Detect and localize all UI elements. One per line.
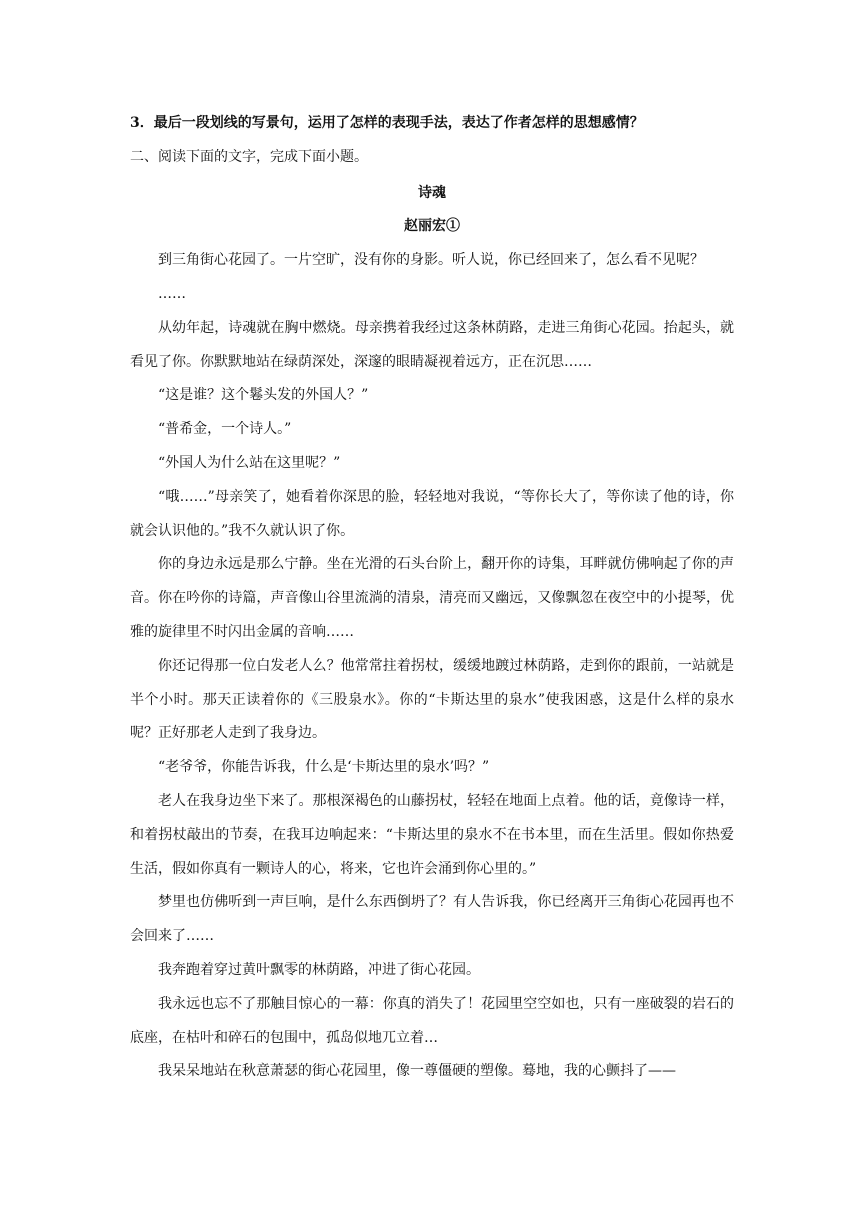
section-2-heading: 二、阅读下面的文字，完成下面小题。 — [130, 148, 368, 165]
paragraph: 到三角街心花园了。一片空旷，没有你的身影。听人说，你已经回来了，怎么看不见呢？ — [158, 252, 704, 269]
dialogue: “老爷爷，你能告诉我，什么是‘卡斯达里的泉水’吗？” — [158, 759, 490, 776]
paragraph: 你的身边永远是那么宁静。坐在光滑的石头台阶上，翻开你的诗集，耳畔就仿佛响起了你的声音。你在吟你的诗篇，声音像山谷里流淌的清泉，清亮而又幽远，又像飘忽在夜空中的小提琴，优雅的旋律里不时闪出金属的音响…… — [130, 556, 734, 640]
paragraph: 我永远也忘不了那触目惊心的一幕：你真的消失了！花园里空空如也，只有一座破裂的岩石的底座，在枯叶和碎石的包围中，孤岛似地兀立着… — [130, 995, 734, 1046]
paragraph: 老人在我身边坐下来了。那根深褐色的山藤拐杖，轻轻在地面上点着。他的话，竟像诗一样，和着拐杖敲出的节奏，在我耳边响起来：“卡斯达里的泉水不在书本里，而在生活里。假如你热爱生活，假如你真有一颗诗人的心，将来，它也许会涌到你心里的。” — [130, 792, 734, 877]
paragraph: “哦……”母亲笑了，她看着你深思的脸，轻轻地对我说，“等你长大了，等你读了他的诗，你就会认识他的。”我不久就认识了你。 — [130, 488, 734, 539]
dialogue: “这是谁？这个鬈头发的外国人？” — [158, 387, 369, 404]
document-content — [130, 107, 734, 1089]
dialogue: “外国人为什么站在这里呢？” — [158, 454, 341, 471]
ellipsis: …… — [158, 285, 186, 302]
paragraph: 我呆呆地站在秋意萧瑟的街心花园里，像一尊僵硬的塑像。蓦地，我的心颤抖了—— — [158, 1063, 676, 1080]
article-title: 诗魂 — [418, 184, 446, 201]
paragraph: 梦里也仿佛听到一声巨响，是什么东西倒坍了？有人告诉我，你已经离开三角街心花园再也不会回来了…… — [130, 894, 734, 945]
paragraph: 我奔跑着穿过黄叶飘零的林荫路，冲进了街心花园。 — [158, 961, 480, 978]
paragraph: 从幼年起，诗魂就在胸中燃烧。母亲携着我经过这条林荫路，走进三角街心花园。抬起头，就看见了你。你默默地站在绿荫深处，深邃的眼睛凝视着远方，正在沉思…… — [130, 319, 734, 370]
paragraph: 你还记得那一位白发老人么？他常常拄着拐杖，缓缓地踱过林荫路，走到你的跟前，一站就是半个小时。那天正读着你的《三股泉水》。你的“卡斯达里的泉水”使我困惑，这是什么样的泉水呢？正好那老人走到了我身边。 — [130, 657, 734, 742]
dialogue: “普希金，一个诗人。” — [158, 421, 292, 438]
question-3: 3．最后一段划线的写景句，运用了怎样的表现手法，表达了作者怎样的思想感情？ — [130, 115, 644, 131]
article-author: 赵丽宏① — [404, 218, 460, 235]
